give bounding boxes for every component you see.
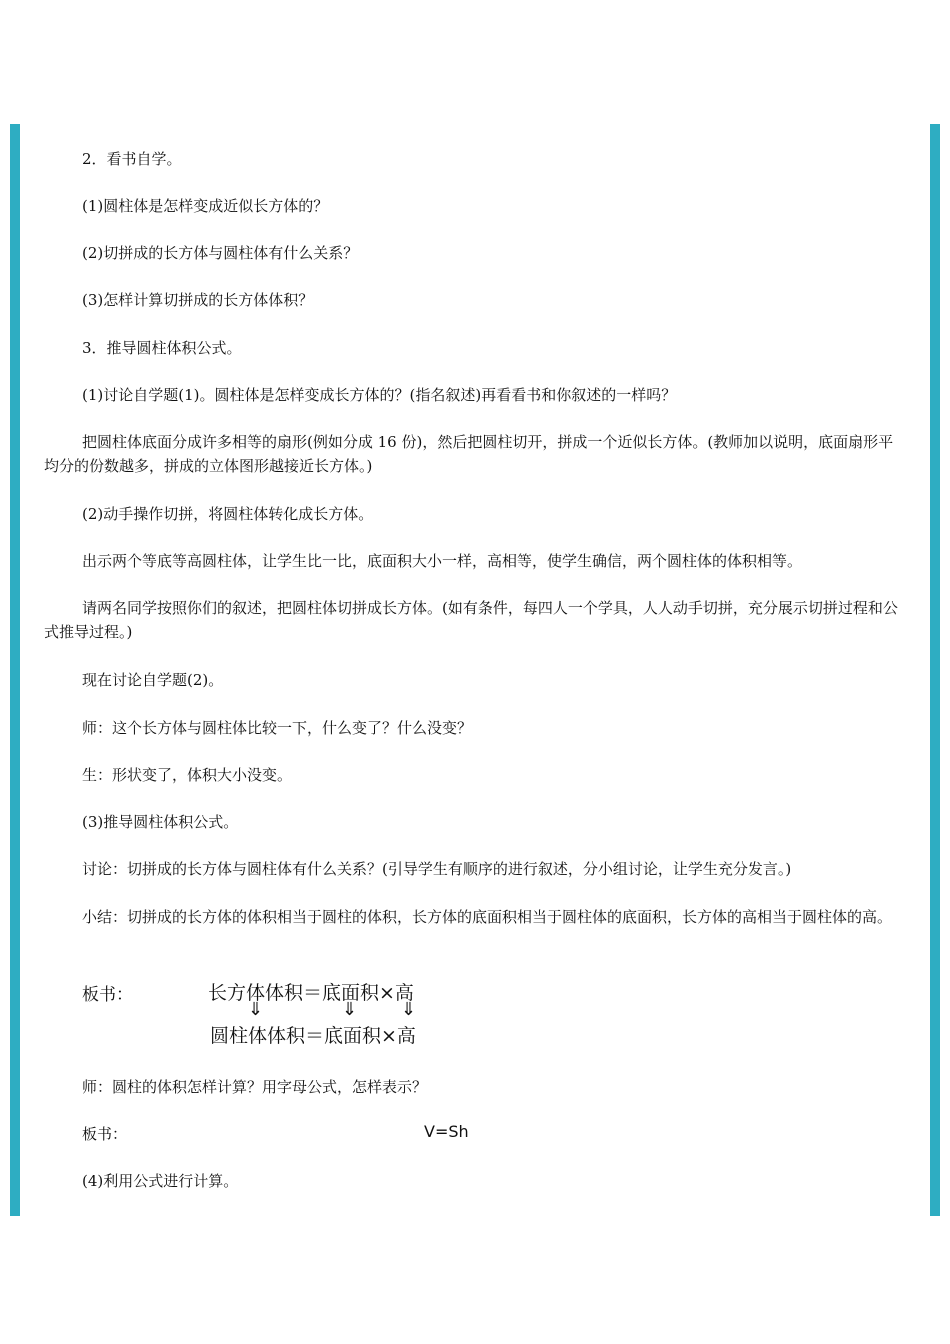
paragraph: 生：形状变了，体积大小没变。 [82,766,293,784]
board-label: 板书： [82,1125,128,1143]
paragraph: 3．推导圆柱体积公式。 [82,339,242,357]
paragraph: 师：这个长方体与圆柱体比较一下，什么变了？什么没变？ [82,719,473,737]
formula-cylinder-volume: 圆柱体体积＝底面积×高 [210,1025,416,1047]
paragraph: 出示两个等底等高圆柱体，让学生比一比，底面积大小一样，高相等，使学生确信，两个圆柱体的体积相等。 [82,552,803,570]
paragraph: 讨论：切拼成的长方体与圆柱体有什么关系？(引导学生有顺序的进行叙述，分小组讨论，让学生充分发言。) [82,860,792,878]
formula-letters: V=Sh [424,1122,469,1141]
paragraph: (1)圆柱体是怎样变成近似长方体的？ [82,197,329,215]
paragraph: (1)讨论自学题(1)。圆柱体是怎样变成长方体的？(指名叙述)再看看书和你叙述的一样吗？ [82,386,677,404]
down-arrow-icon: ⇓ [401,999,417,1020]
paragraph: 2．看书自学。 [82,150,182,168]
paragraph: 请两名同学按照你们的叙述，把圆柱体切拼成长方体。(如有条件，每四人一个学具，人人动手切拼，充分展示切拼过程和公式推导过程。) [44,599,898,641]
formula-cuboid-volume: 长方体体积＝底面积×高 [208,982,414,1004]
board-label: 板书： [82,985,133,1005]
paragraph: 师：圆柱的体积怎样计算？用字母公式，怎样表示？ [82,1078,428,1096]
paragraph: (2)动手操作切拼，将圆柱体转化成长方体。 [82,505,374,523]
down-arrow-icon: ⇓ [342,999,358,1020]
paragraph: (3)怎样计算切拼成的长方体体积？ [82,291,314,309]
paragraph: (3)推导圆柱体积公式。 [82,813,239,831]
left-accent-bar [10,124,20,1216]
paragraph: 现在讨论自学题(2)。 [82,671,224,689]
paragraph: 小结：切拼成的长方体的体积相当于圆柱的体积，长方体的底面积相当于圆柱体的底面积，长方体的高相当于圆柱体的高。 [82,908,893,926]
down-arrow-icon: ⇓ [248,999,264,1020]
right-accent-bar [930,124,940,1216]
paragraph: (2)切拼成的长方体与圆柱体有什么关系？ [82,244,359,262]
paragraph: 把圆柱体底面分成许多相等的扇形(例如分成 16 份)，然后把圆柱切开，拼成一个近似长方体。(教师加以说明，底面扇形平均分的份数越多，拼成的立体图形越接近长方体。) [44,433,894,475]
paragraph: (4)利用公式进行计算。 [82,1172,239,1190]
